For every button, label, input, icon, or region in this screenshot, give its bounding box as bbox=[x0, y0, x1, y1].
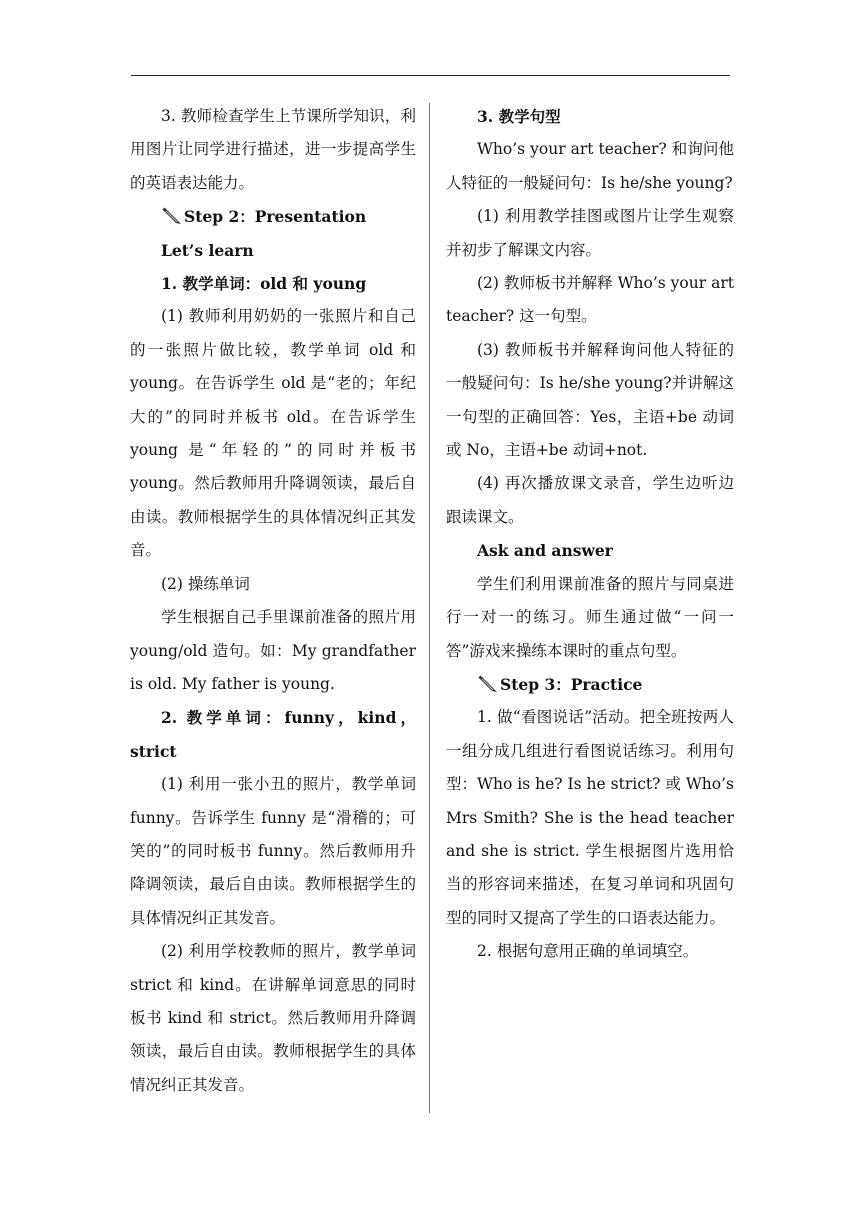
header-rule bbox=[131, 75, 730, 76]
practice-words-label: (2) 操练单词 bbox=[161, 574, 250, 593]
strict-kind-paragraph: (2) 利用学校教师的照片，教学单词 strict 和 kind。在讲解单词意思的同时板书 kind 和 strict。然后教师用升降调领读，最后自由读。教师根据学生的具体情况纠正其发音。 bbox=[130, 942, 416, 1094]
column-divider bbox=[429, 103, 430, 1113]
old-young-paragraph: (1) 教师利用奶奶的一张照片和自己的一张照片做比较，教学单词 old 和 young。在告诉学生 old 是“老的；年纪大的”的同时并板书 old。在告诉学生 young 是“年轻的”的同时并板书 young。然后教师用升降调领读，最后自由读。教师根据学生的具体情况纠正其发音。 bbox=[130, 307, 416, 560]
fill-blank-paragraph: 2. 根据句意用正确的单词填空。 bbox=[477, 942, 699, 961]
lets-learn-heading: Let’s learn bbox=[161, 240, 254, 260]
sentence-heading: 3. 教学句型 bbox=[477, 107, 561, 126]
intro-paragraph: 3. 教师检查学生上节课所学知识，利用图片让同学进行描述，进一步提高学生的英语表达能力。 bbox=[130, 107, 416, 192]
right-column bbox=[446, 100, 734, 969]
vocab2-heading: 2. 教学单词：funny，kind，strict bbox=[130, 708, 416, 761]
step3-heading bbox=[446, 668, 734, 701]
picture-talk-paragraph: 1. 做“看图说话”活动。把全班按两人一组分成几组进行看图说话练习。利用句型：Who is he? Is he strict? 或 Who’s Mrs Smith? She is the head teacher and she is strict. 学生根据图片选用恰当的形容词来描述，在复习单词和巩固句型的同时又提高了学生的口语表达能力。 bbox=[446, 708, 734, 927]
pair-practice-paragraph: 学生们利用课前准备的照片与同桌进行一对一的练习。师生通过做“一问一答”游戏来操练本课时的重点句型。 bbox=[446, 574, 734, 660]
practice-words-paragraph: 学生根据自己手里课前准备的照片用 young/old 造句。如：My grandfather is old. My father is young. bbox=[130, 608, 416, 693]
step3-label: Step 3：Practice bbox=[500, 674, 643, 694]
observe-paragraph: (1) 利用教学挂图或图片让学生观察并初步了解课文内容。 bbox=[446, 207, 734, 259]
pen-icon bbox=[478, 668, 500, 698]
step2-label: Step 2：Presentation bbox=[184, 207, 367, 227]
ask-answer-heading: Ask and answer bbox=[477, 541, 613, 561]
funny-paragraph: (1) 利用一张小丑的照片，教学单词 funny。告诉学生 funny 是“滑稽的；可笑的”的同时板书 funny。然后教师用升降调领读，最后自由读。教师根据学生的具体情况纠正其发音。 bbox=[130, 775, 416, 927]
question-paragraph: (3) 教师板书并解释询问他人特征的一般疑问句：Is he/she young?并讲解这一句型的正确回答：Yes，主语+be 动词或 No，主语+be 动词+not. bbox=[446, 340, 734, 460]
step2-heading bbox=[130, 200, 416, 233]
sentence-intro-paragraph: Who’s your art teacher? 和询问他人特征的一般疑问句：Is he/she young? bbox=[446, 140, 734, 192]
vocab1-heading: 1. 教学单词：old 和 young bbox=[161, 274, 367, 294]
pen-icon bbox=[162, 200, 184, 230]
explain-paragraph: (2) 教师板书并解释 Who’s your art teacher? 这一句型。 bbox=[446, 274, 734, 326]
left-column bbox=[130, 100, 416, 1102]
listen-paragraph: (4) 再次播放课文录音，学生边听边跟读课文。 bbox=[446, 474, 734, 526]
